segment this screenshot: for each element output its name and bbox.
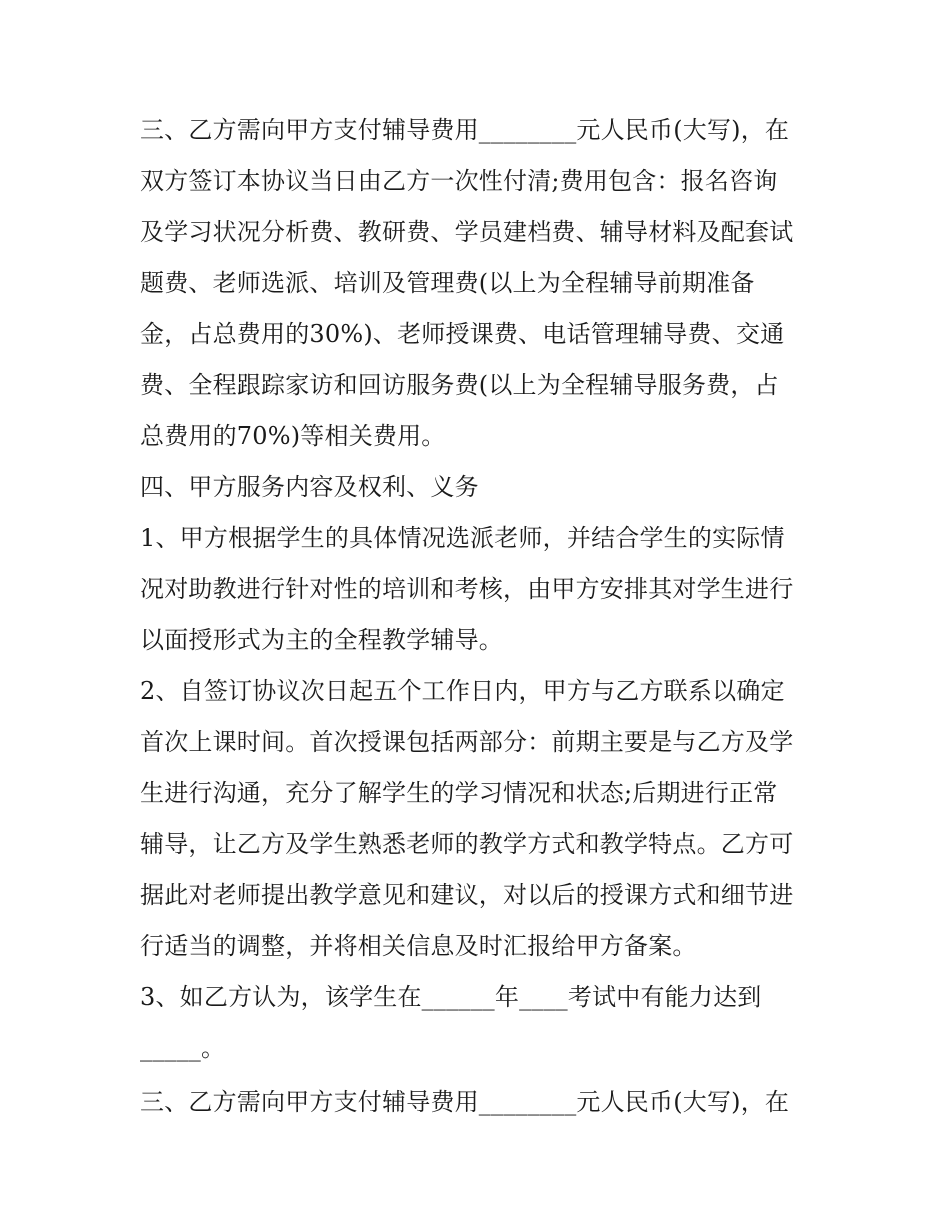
paragraph-3-line-7: 总费用的70%)等相关费用。 <box>140 422 446 450</box>
paragraph-3-line-6: 费、全程跟踪家访和回访服务费(以上为全程辅导服务费，占 <box>140 371 779 399</box>
item-2-line-4: 辅导，让乙方及学生熟悉老师的教学方式和教学特点。乙方可 <box>140 830 794 858</box>
item-2-line-3: 生进行沟通，充分了解学生的学习情况和状态;后期进行正常 <box>140 779 778 807</box>
item-1-line-3: 以面授形式为主的全程教学辅导。 <box>140 626 503 654</box>
document-body <box>140 105 820 1128</box>
item-3-line-2: _____。 <box>140 1034 226 1062</box>
item-2-line-5: 据此对老师提出教学意见和建议，对以后的授课方式和细节进 <box>140 881 794 909</box>
paragraph-3-line-2: 双方签订本协议当日由乙方一次性付清;费用包含：报名咨询 <box>140 167 778 195</box>
item-1-line-1: 1、甲方根据学生的具体情况选派老师，并结合学生的实际情 <box>140 524 785 552</box>
item-2-line-1: 2、自签订协议次日起五个工作日内，甲方与乙方联系以确定 <box>140 677 785 705</box>
item-2-line-6: 行适当的调整，并将相关信息及时汇报给甲方备案。 <box>140 932 697 960</box>
item-3-line-1: 3、如乙方认为，该学生在______年____考试中有能力达到 <box>140 983 762 1011</box>
item-2-line-2: 首次上课时间。首次授课包括两部分：前期主要是与乙方及学 <box>140 728 794 756</box>
section-4-heading: 四、甲方服务内容及权利、义务 <box>140 473 479 501</box>
paragraph-3-repeat-line-1: 三、乙方需向甲方支付辅导费用________元人民币(大写)，在 <box>140 1088 790 1116</box>
paragraph-3-line-1: 三、乙方需向甲方支付辅导费用________元人民币(大写)，在 <box>140 116 790 144</box>
item-1-line-2: 况对助教进行针对性的培训和考核，由甲方安排其对学生进行 <box>140 575 794 603</box>
paragraph-3-line-3: 及学习状况分析费、教研费、学员建档费、辅导材料及配套试 <box>140 218 794 246</box>
paragraph-3-line-4: 题费、老师选派、培训及管理费(以上为全程辅导前期准备 <box>140 269 755 297</box>
paragraph-3-line-5: 金，占总费用的30%)、老师授课费、电话管理辅导费、交通 <box>140 320 785 348</box>
